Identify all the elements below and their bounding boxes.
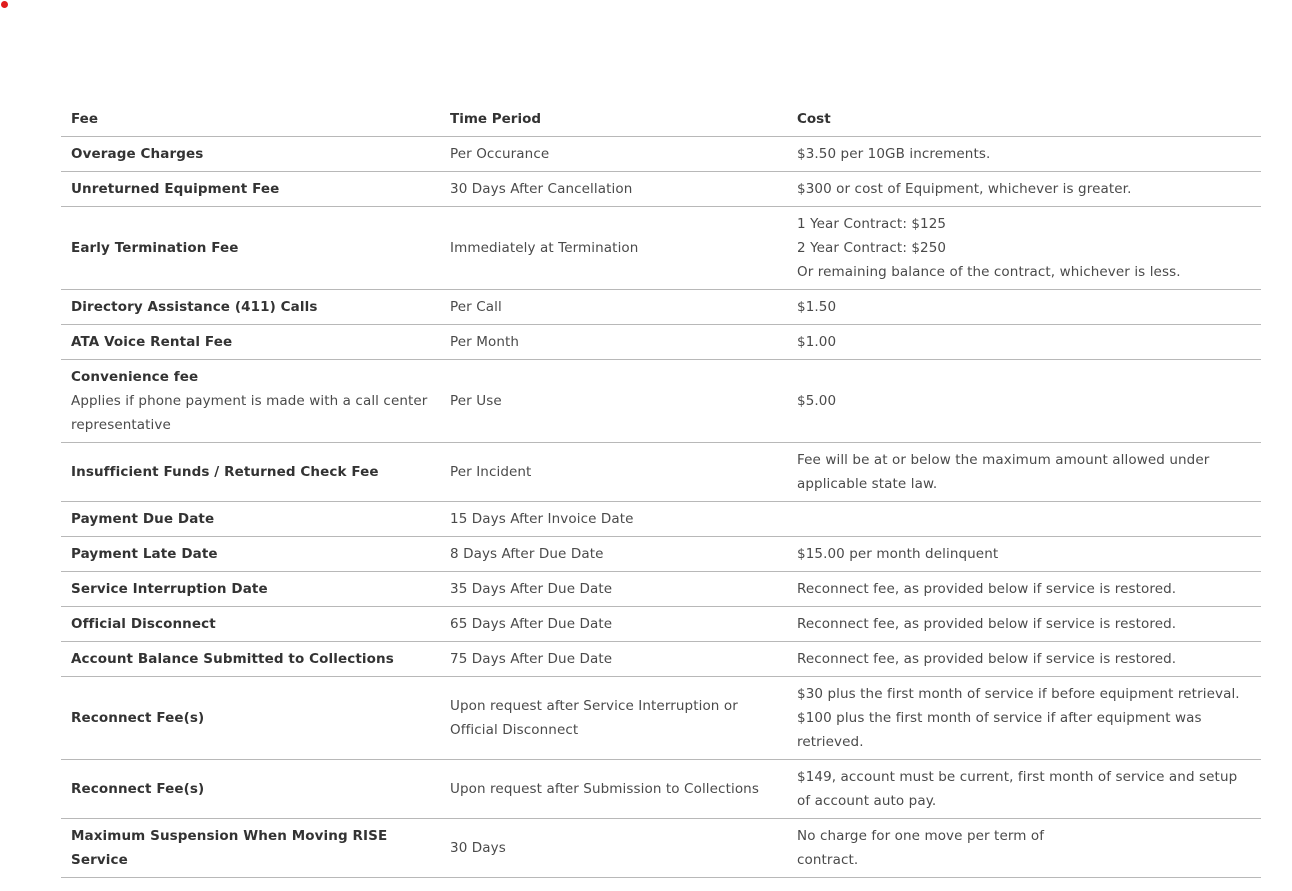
- fee-name-cell: [61, 324, 440, 359]
- fee-name-cell: [61, 136, 440, 171]
- fee-name: Reconnect Fee(s): [71, 709, 205, 726]
- red-dot-marker: [1, 1, 8, 8]
- cost-cell: [787, 818, 1261, 877]
- table-row: [61, 136, 1261, 171]
- fee-name-cell: [61, 571, 440, 606]
- cost-line: $300 or cost of Equipment, whichever is greater.: [797, 180, 1132, 197]
- table-row: [61, 818, 1261, 877]
- cost-line: 2 Year Contract: $250: [797, 239, 947, 256]
- fee-name: Directory Assistance (411) Calls: [71, 298, 318, 315]
- fee-name: Service Interruption Date: [71, 580, 268, 597]
- cost-line: $15.00 per month delinquent: [797, 545, 999, 562]
- time-period-cell: 65 Days After Due Date: [440, 606, 787, 641]
- fee-name: Insufficient Funds / Returned Check Fee: [71, 463, 379, 480]
- table-row: [61, 289, 1261, 324]
- fee-name-cell: [61, 536, 440, 571]
- time-period-cell: Immediately at Termination: [440, 206, 787, 289]
- time-period-cell: 35 Days After Due Date: [440, 571, 787, 606]
- fee-name: Reconnect Fee(s): [71, 780, 205, 797]
- fee-name: Convenience fee: [71, 368, 199, 385]
- fee-name: Official Disconnect: [71, 615, 216, 632]
- time-period-cell: Per Occurance: [440, 136, 787, 171]
- fee-name: Maximum Suspension When Moving RISE Service: [71, 827, 388, 868]
- cost-cell: [787, 324, 1261, 359]
- table-header-row: [61, 100, 1261, 136]
- time-period-cell: Per Incident: [440, 442, 787, 501]
- time-period-cell: Per Use: [440, 359, 787, 442]
- cost-cell: [787, 171, 1261, 206]
- fee-note: Applies if phone payment is made with a call center representative: [71, 392, 428, 433]
- table-body: [61, 136, 1261, 877]
- cost-cell: [787, 641, 1261, 676]
- fee-name: Payment Due Date: [71, 510, 215, 527]
- fee-name-cell: [61, 818, 440, 877]
- fee-name: ATA Voice Rental Fee: [71, 333, 233, 350]
- fee-name: Overage Charges: [71, 145, 204, 162]
- time-period-cell: Per Month: [440, 324, 787, 359]
- fee-name-cell: [61, 606, 440, 641]
- fee-name: Payment Late Date: [71, 545, 218, 562]
- fee-name-cell: [61, 359, 440, 442]
- table-row: [61, 571, 1261, 606]
- table-row: [61, 206, 1261, 289]
- fee-name-cell: [61, 676, 440, 759]
- table-row: [61, 641, 1261, 676]
- table-row: [61, 442, 1261, 501]
- cost-line: $1.50: [797, 298, 837, 315]
- time-period-cell: Upon request after Service Interruption or Official Disconnect: [440, 676, 787, 759]
- cost-line: $30 plus the first month of service if before equipment retrieval.: [797, 685, 1240, 702]
- cost-cell: [787, 759, 1261, 818]
- cost-line: $3.50 per 10GB increments.: [797, 145, 991, 162]
- cost-cell: [787, 289, 1261, 324]
- fee-name-cell: [61, 289, 440, 324]
- cost-cell: [787, 501, 1261, 536]
- cost-line: No charge for one move per term of: [797, 827, 1045, 844]
- cost-cell: [787, 359, 1261, 442]
- column-header-cost: Cost: [787, 100, 1261, 136]
- cost-line: $1.00: [797, 333, 837, 350]
- cost-line: Reconnect fee, as provided below if service is restored.: [797, 650, 1177, 667]
- cost-cell: [787, 676, 1261, 759]
- cost-line: Fee will be at or below the maximum amount allowed under applicable state law.: [797, 451, 1210, 492]
- time-period-cell: 8 Days After Due Date: [440, 536, 787, 571]
- fee-schedule-table: [61, 100, 1261, 878]
- cost-cell: [787, 571, 1261, 606]
- column-header-time-period: Time Period: [440, 100, 787, 136]
- table-row: [61, 759, 1261, 818]
- time-period-cell: 75 Days After Due Date: [440, 641, 787, 676]
- time-period-cell: Upon request after Submission to Collections: [440, 759, 787, 818]
- table-row: [61, 359, 1261, 442]
- table-row: [61, 606, 1261, 641]
- fee-name-cell: [61, 501, 440, 536]
- table-row: [61, 536, 1261, 571]
- fee-name: Unreturned Equipment Fee: [71, 180, 280, 197]
- cost-cell: [787, 606, 1261, 641]
- fee-name-cell: [61, 171, 440, 206]
- table-row: [61, 676, 1261, 759]
- cost-line: Or remaining balance of the contract, whichever is less.: [797, 263, 1181, 280]
- cost-line: $149, account must be current, first month of service and setup of account auto pay.: [797, 768, 1238, 809]
- time-period-cell: Per Call: [440, 289, 787, 324]
- cost-line: Reconnect fee, as provided below if service is restored.: [797, 580, 1177, 597]
- fee-name-cell: [61, 442, 440, 501]
- table-row: [61, 171, 1261, 206]
- cost-cell: [787, 442, 1261, 501]
- cost-line: $100 plus the first month of service if after equipment was retrieved.: [797, 709, 1202, 750]
- cost-cell: [787, 136, 1261, 171]
- cost-cell: [787, 536, 1261, 571]
- time-period-cell: 15 Days After Invoice Date: [440, 501, 787, 536]
- fee-name: Account Balance Submitted to Collections: [71, 650, 394, 667]
- fee-name-cell: [61, 206, 440, 289]
- cost-line: Reconnect fee, as provided below if service is restored.: [797, 615, 1177, 632]
- table-row: [61, 324, 1261, 359]
- fee-name: Early Termination Fee: [71, 239, 239, 256]
- cost-line: $5.00: [797, 392, 837, 409]
- cost-line: 1 Year Contract: $125: [797, 215, 947, 232]
- column-header-fee: Fee: [61, 100, 440, 136]
- table-row: [61, 501, 1261, 536]
- cost-line: contract.: [797, 851, 859, 868]
- cost-cell: [787, 206, 1261, 289]
- fee-name-cell: [61, 641, 440, 676]
- fee-name-cell: [61, 759, 440, 818]
- time-period-cell: 30 Days After Cancellation: [440, 171, 787, 206]
- time-period-cell: 30 Days: [440, 818, 787, 877]
